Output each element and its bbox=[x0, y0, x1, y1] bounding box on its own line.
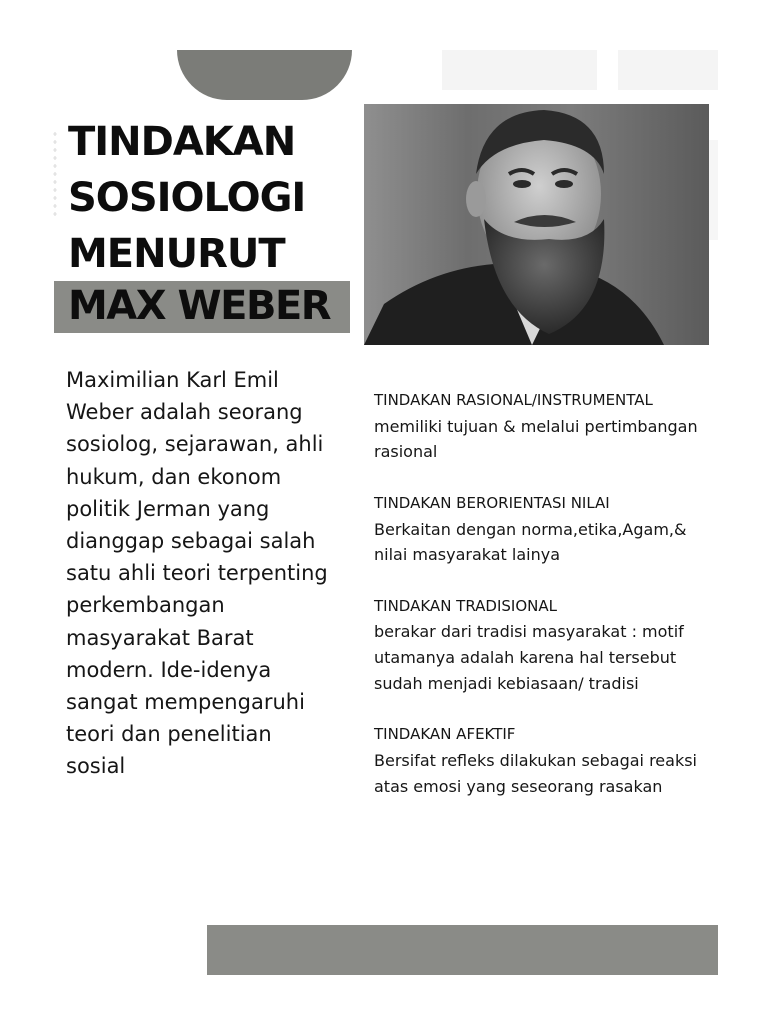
list-item bbox=[374, 388, 704, 465]
type-description: memiliki tujuan & melalui pertimbangan rasional bbox=[374, 416, 698, 462]
type-description: Berkaitan dengan norma,etika,Agam,& nilai masyarakat lainya bbox=[374, 519, 687, 565]
decorative-dots bbox=[52, 130, 58, 220]
list-item bbox=[374, 722, 704, 799]
list-item bbox=[374, 491, 704, 568]
type-title: TINDAKAN BERORIENTASI NILAI bbox=[374, 493, 610, 512]
decorative-semicircle bbox=[177, 50, 352, 100]
title-line: TINDAKAN bbox=[68, 119, 296, 165]
type-description: Bersifat refleks dilakukan sebagai reaksi atas emosi yang seseorang rasakan bbox=[374, 750, 697, 796]
decorative-box bbox=[618, 50, 718, 90]
intro-paragraph: Maximilian Karl Emil Weber adalah seorang sosiolog, sejarawan, ahli hukum, dan ekonom politik Jerman yang dianggap sebagai salah satu ahli teori terpenting perkembangan masyarakat Barat modern. Ide-idenya sangat mempengaruhi teori dan penelitian sosial bbox=[66, 368, 328, 779]
title-line: SOSIOLOGI bbox=[68, 175, 306, 221]
type-title: TINDAKAN RASIONAL/INSTRUMENTAL bbox=[374, 391, 653, 409]
footer-bar bbox=[207, 925, 718, 975]
action-types-list bbox=[374, 388, 704, 825]
type-title: TINDAKAN AFEKTIF bbox=[374, 725, 516, 744]
poster-subtitle: MAX WEBER bbox=[68, 283, 331, 329]
type-title: TINDAKAN TRADISIONAL bbox=[374, 596, 557, 615]
title-line: MENURUT bbox=[68, 231, 285, 277]
type-description: berakar dari tradisi masyarakat : motif utamanya adalah karena hal tersebut sudah menjadi kebiasaan/ tradisi bbox=[374, 622, 684, 693]
list-item bbox=[374, 594, 704, 697]
poster-title bbox=[68, 114, 305, 282]
decorative-box bbox=[442, 50, 597, 90]
portrait-photo-icon bbox=[364, 104, 709, 345]
